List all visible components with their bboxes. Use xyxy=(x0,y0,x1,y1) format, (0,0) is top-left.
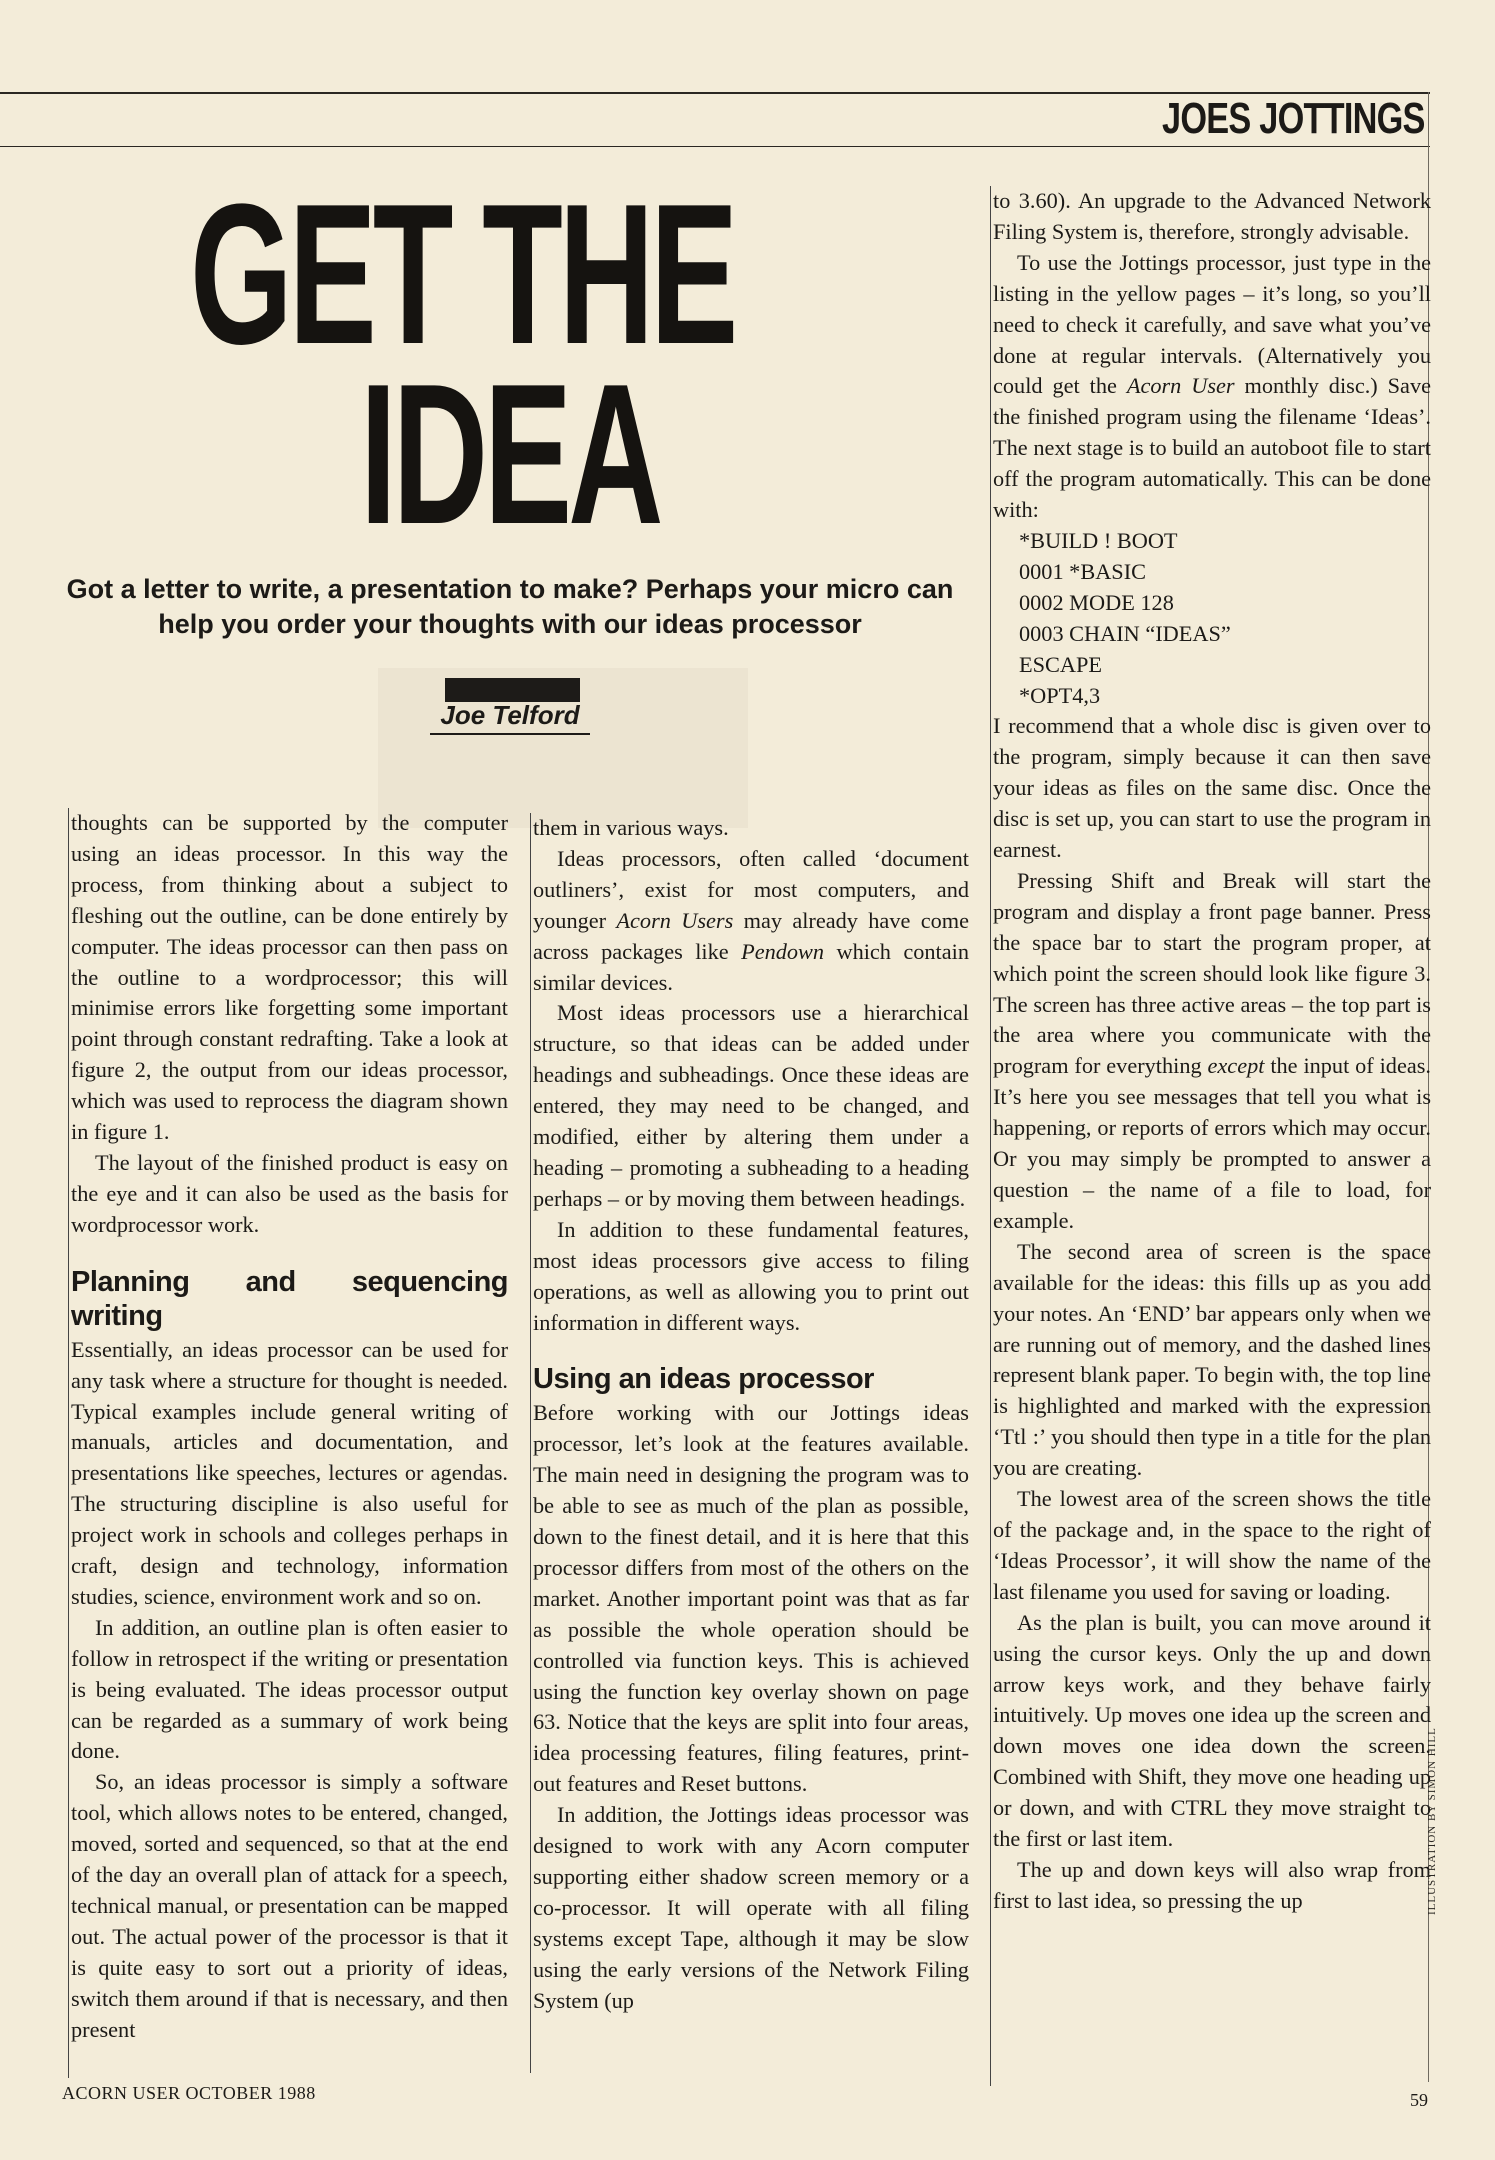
paragraph: The lowest area of the screen shows the title of the package and, in the space to the right of ‘Ideas Processor’, it will show the name of the last filename you used for saving or loading. xyxy=(993,1486,1431,1604)
paragraph: thoughts can be supported by the computer using an ideas processor. In this way the process, from thinking about a subject to fleshing out the outline, can be done entirely by computer. The ideas processor can then pass on the outline to a wordprocessor; this will minimise errors like forgetting some important point through constant redrafting. Take a look at figure 2, the output from our ideas processor, which was used to reprocess the diagram shown in figure 1. xyxy=(71,810,508,1145)
paragraph xyxy=(993,248,1431,526)
section-label: JOES JOTTINGS xyxy=(1162,94,1425,143)
paragraph: The up and down keys will also wrap from first to last idea, so pressing the up xyxy=(993,1856,1431,1913)
italic-title: Acorn Users xyxy=(616,907,734,933)
headline xyxy=(190,163,950,566)
code-line: 0001 *BASIC xyxy=(1019,558,1146,584)
italic-title: Pendown xyxy=(741,938,825,964)
text-run: Pressing Shift and Break will start the program and display a front page banner. Press the space bar to start the program proper, at which point the screen should look like figure 3. The screen has three active areas – the top part is the area where you communicate with the program for everything xyxy=(993,867,1431,1079)
paragraph: As the plan is built, you can move around it using the cursor keys. Only the up and down arrow keys work, and they behave fairly intuitively. Up moves one idea up the screen and down moves one idea down the screen. Combined with Shift, they move one heading up or down, and with CTRL they move straight to the first or last item. xyxy=(993,1609,1431,1852)
text-run: which contain similar devices. xyxy=(533,938,969,995)
italic-title: Acorn User xyxy=(1126,373,1235,399)
text-run: To use the Jottings processor, just type in the listing in the yellow pages – it’s long, so you’ll need to check it carefully, and save what you’ve done at regular intervals. (Alternatively you could get the xyxy=(993,249,1431,399)
paragraph xyxy=(533,844,969,999)
article-column-1 xyxy=(68,808,508,2078)
code-line: *OPT4,3 xyxy=(1019,682,1101,708)
paragraph: I recommend that a whole disc is given over to the program, simply because it can then save your ideas as files on the same disc. Once the disc is set up, you can start to use the program in earnest. xyxy=(993,713,1431,863)
text-run: may already have come across packages like xyxy=(533,907,969,964)
article-column-3 xyxy=(990,186,1431,2086)
footer-page-number: 59 xyxy=(1410,2090,1428,2110)
paragraph: Essentially, an ideas processor can be used for any task where a structure for thought is needed. Typical examples include general writing of manuals, articles and documentation, and presentations like speeches, lectures or agendas. The structuring discipline is also useful for project work in schools and colleges perhaps in craft, design and technology, information studies, science, environment work and so on. xyxy=(71,1336,508,1609)
headline-line-2: IDEA xyxy=(360,343,660,566)
illustration-credit: ILLUSTRATION BY SIMON HILL xyxy=(1426,1727,1438,1915)
text-run: Ideas processors, often called ‘document outliners’, exist for most computers, and younger xyxy=(533,845,969,933)
paragraph: So, an ideas processor is simply a software tool, which allows notes to be entered, changed, moved, sorted and sequenced, so that at the end of the day an overall plan of attack for a speech, technical manual, or presentation can be mapped out. The actual power of the processor is that it is quite easy to sort out a priority of ideas, switch them around if that is necessary, and then present xyxy=(71,1769,508,2042)
code-line: 0002 MODE 128 xyxy=(1019,589,1174,615)
code-listing xyxy=(1019,526,1431,711)
byline-bar xyxy=(445,678,580,702)
text-run: monthly disc.) Save the finished program using the filename ‘Ideas’. The next stage is to build an autoboot file to start off the program automatically. This can be done with: xyxy=(993,373,1431,523)
paragraph: Before working with our Jottings ideas processor, let’s look at the features available. The main need in designing the program was to be able to see as much of the plan as possible, down to the finest detail, and it is here that this processor differs from most of the others on the market. Another important point was that as far as possible the whole operation should be controlled via function keys. This is achieved using the function key overlay shown on page 63. Notice that the keys are split into four areas, idea processing features, filing features, print-out features and Reset buttons. xyxy=(533,1400,969,1797)
italic-emphasis: except xyxy=(1207,1053,1265,1079)
subheading: Using an ideas processor xyxy=(533,1363,874,1396)
footer-magazine: ACORN USER OCTOBER 1988 xyxy=(62,2083,316,2103)
paragraph: to 3.60). An upgrade to the Advanced Network Filing System is, therefore, strongly advisable. xyxy=(993,188,1431,244)
headline-line-1: GET THE xyxy=(190,163,735,386)
paragraph: The layout of the finished product is easy on the eye and it can also be used as the basis for wordprocessor work. xyxy=(71,1149,508,1237)
code-line: ESCAPE xyxy=(1019,651,1103,677)
standfirst xyxy=(60,572,960,642)
paragraph xyxy=(993,866,1431,1237)
paragraph: The second area of screen is the space available for the ideas: this fills up as you add your notes. An ‘END’ bar appears only when we are running out of memory, and the dashed lines represent blank paper. To begin with, the top line is highlighted and marked with the expression ‘Ttl :’ you should then type in a title for the plan you are creating. xyxy=(993,1238,1431,1481)
paragraph: them in various ways. xyxy=(533,815,729,840)
standfirst-line-2: help you order your thoughts with our ideas processor xyxy=(158,609,862,640)
paragraph: Most ideas processors use a hierarchical structure, so that ideas can be added under headings and subheadings. Once these ideas are entered, they may need to be changed, and modified, either by altering them under a heading – promoting a subheading to a heading perhaps – or by moving them between headings. xyxy=(533,1000,969,1211)
paragraph: In addition, the Jottings ideas processor was designed to work with any Acorn computer supporting either shadow screen memory or a co-processor. It will operate with all filing systems except Tape, although it may be slow using the early versions of the Network Filing System (up xyxy=(533,1802,969,2013)
paragraph: In addition, an outline plan is often easier to follow in retrospect if the writing or presentation is being evaluated. The ideas processor output can be regarded as a summary of work being done. xyxy=(71,1614,508,1764)
text-run: the input of ideas. It’s here you see messages that tell you what is happening, or reports of errors which may occur. Or you may simply be prompted to answer a question – the name of a file to load, for example. xyxy=(993,1053,1431,1233)
subheading: Planning and sequencing writing xyxy=(71,1265,508,1332)
standfirst-line-1: Got a letter to write, a presentation to make? Perhaps your micro can xyxy=(66,574,954,604)
code-line: *BUILD ! BOOT xyxy=(1019,527,1178,553)
paragraph: In addition to these fundamental features, most ideas processors give access to filing operations, as well as allowing you to print out information in different ways. xyxy=(533,1216,969,1335)
code-line: 0003 CHAIN “IDEAS” xyxy=(1019,620,1231,646)
header-rule xyxy=(0,146,1430,147)
byline: Joe Telford xyxy=(430,700,590,735)
article-column-2 xyxy=(530,813,969,2073)
